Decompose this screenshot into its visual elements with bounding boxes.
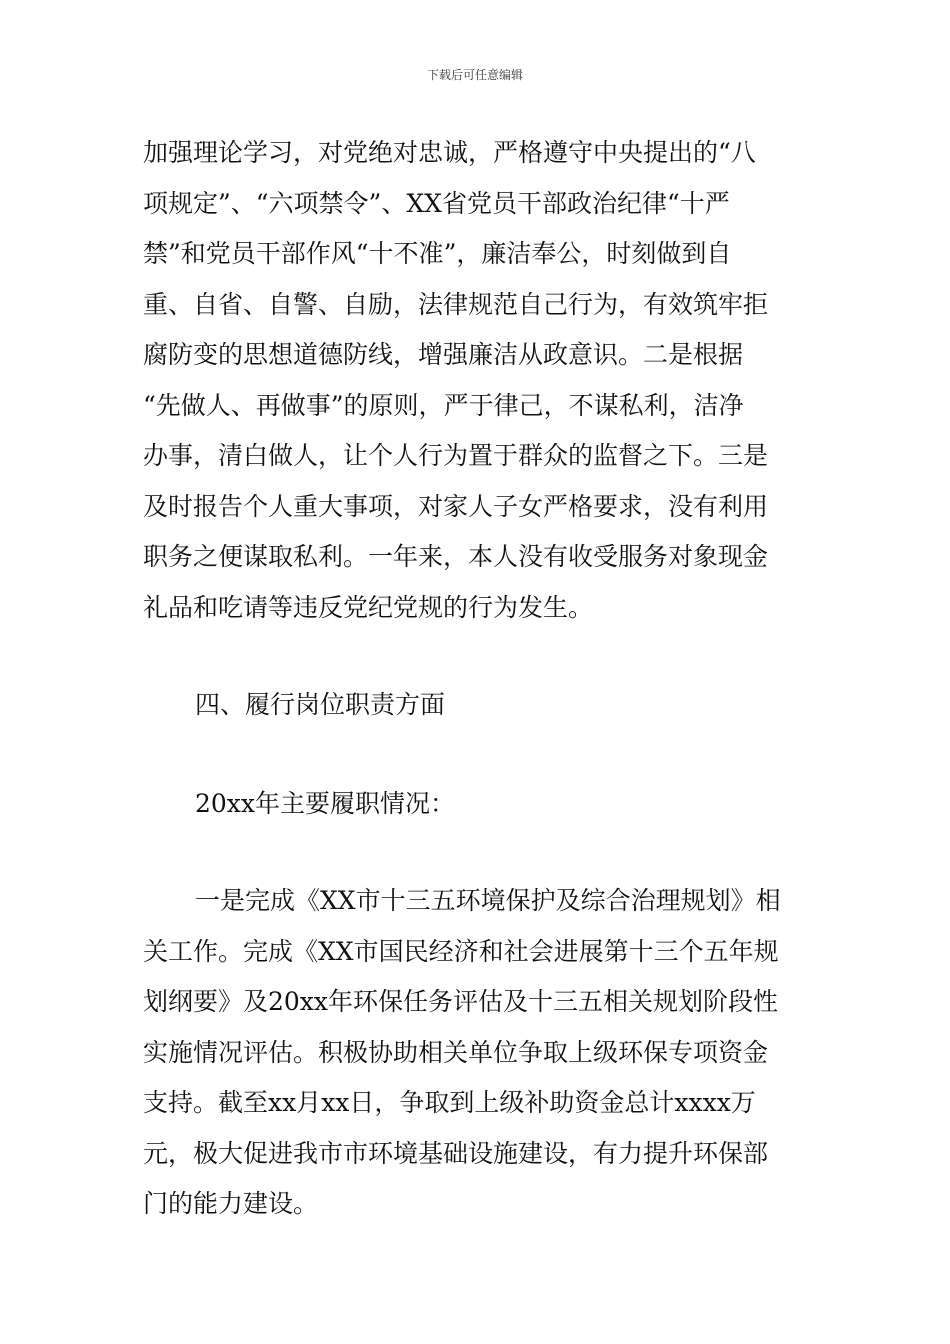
- document-body: [143, 128, 813, 1230]
- text-line: 支持。截至xx月xx日，争取到上级补助资金总计xxxx万: [143, 1088, 756, 1117]
- text-line: 礼品和吃请等违反党纪党规的行为发生。: [143, 592, 594, 622]
- text-line: 元，极大促进我市市环境基础设施建设，有力提升环保部: [143, 1138, 769, 1168]
- text-line: 职务之便谋取私利。一年来，本人没有收受服务对象现金: [143, 542, 769, 571]
- text-line: 划纲要》及20xx年环保任务评估及十三五相关规划阶段性: [143, 987, 779, 1016]
- section-heading-text: 四、履行岗位职责方面: [195, 690, 446, 719]
- text-line: 项规定”、“六项禁令”、XX省党员干部政治纪律“十严: [143, 188, 730, 218]
- text-line: 加强理论学习，对党绝对忠诚，严格遵守中央提出的“八: [143, 138, 756, 167]
- header-note: 下载后可任意编辑: [426, 68, 523, 82]
- paragraph-duties: [143, 876, 813, 1230]
- text-line: 禁”和党员干部作风“十不准”，廉洁奉公，时刻做到自: [143, 239, 732, 268]
- text-line: 一是完成《XX市十三五环境保护及综合治理规划》相: [195, 886, 781, 915]
- text-line: 实施情况评估。积极协助相关单位争取上级环保专项资金: [143, 1037, 769, 1067]
- subheading-text: 20xx年主要履职情况：: [195, 788, 456, 818]
- text-line: 重、自省、自警、自励，法律规范自己行为，有效筑牢拒: [143, 289, 769, 319]
- paragraph-spacer: [143, 633, 813, 680]
- paragraph-integrity: [143, 128, 813, 633]
- text-line: “先做人、再做事”的原则，严于律己，不谋私利，洁净: [143, 390, 744, 420]
- paragraph-spacer: [143, 731, 813, 779]
- section-heading: [143, 680, 813, 731]
- text-line: 腐防变的思想道德防线，增强廉洁从政意识。二是根据: [143, 340, 744, 369]
- paragraph-spacer: [143, 829, 813, 876]
- text-line: 门的能力建设。: [143, 1189, 319, 1218]
- subheading: [143, 779, 813, 830]
- text-line: 关工作。完成《XX市国民经济和社会进展第十三个五年规: [143, 936, 779, 966]
- text-line: 及时报告个人重大事项，对家人子女严格要求，没有利用: [143, 491, 769, 521]
- text-line: 办事，清白做人，让个人行为置于群众的监督之下。三是: [143, 441, 769, 470]
